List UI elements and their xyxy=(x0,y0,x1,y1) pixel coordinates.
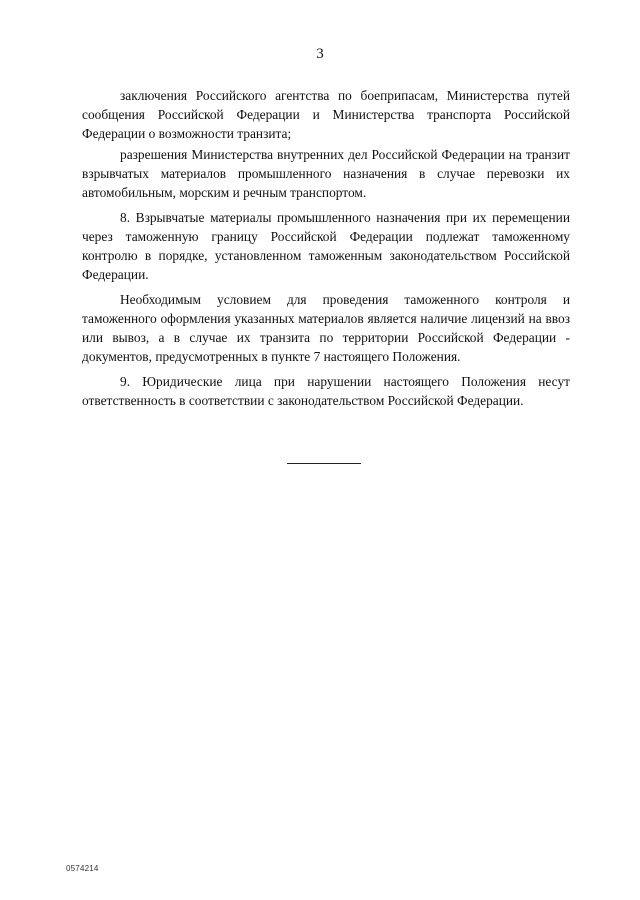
paragraph-item-8-customs-control: 8. Взрывчатые материалы промышленного назначения при их перемещении через таможенную границу Российской Федерации подлежат таможенному контролю в порядке, установленном таможенным законодательством Российской Федерации. xyxy=(82,210,570,282)
end-separator-line xyxy=(287,463,361,464)
paragraph-licensing-condition: Необходимым условием для проведения таможенного контроля и таможенного оформления указанных материалов является наличие лицензий на ввоз или вывоз, а в случае их транзита по территории Российской Федерации - документов, предусмотренных в пункте 7 настоящего Положения. xyxy=(82,292,570,364)
paragraph-agency-conclusions: заключения Российского агентства по боеприпасам, Министерства путей сообщения Российской Федерации и Министерства транспорта Российской Федерации о возможности транзита; xyxy=(82,88,570,141)
paragraph-item-9-liability: 9. Юридические лица при нарушении настоящего Положения несут ответственность в соответствии с законодательством Российской Федерации. xyxy=(82,374,570,408)
page-number: 3 xyxy=(316,46,324,62)
document-body xyxy=(82,86,570,414)
footer-document-code: 0574214 xyxy=(66,864,99,873)
paragraph-mvd-permission: разрешения Министерства внутренних дел Российской Федерации на транзит взрывчатых материалов промышленного назначения в случае перевозки их автомобильным, морским и речным транспортом. xyxy=(82,147,570,200)
